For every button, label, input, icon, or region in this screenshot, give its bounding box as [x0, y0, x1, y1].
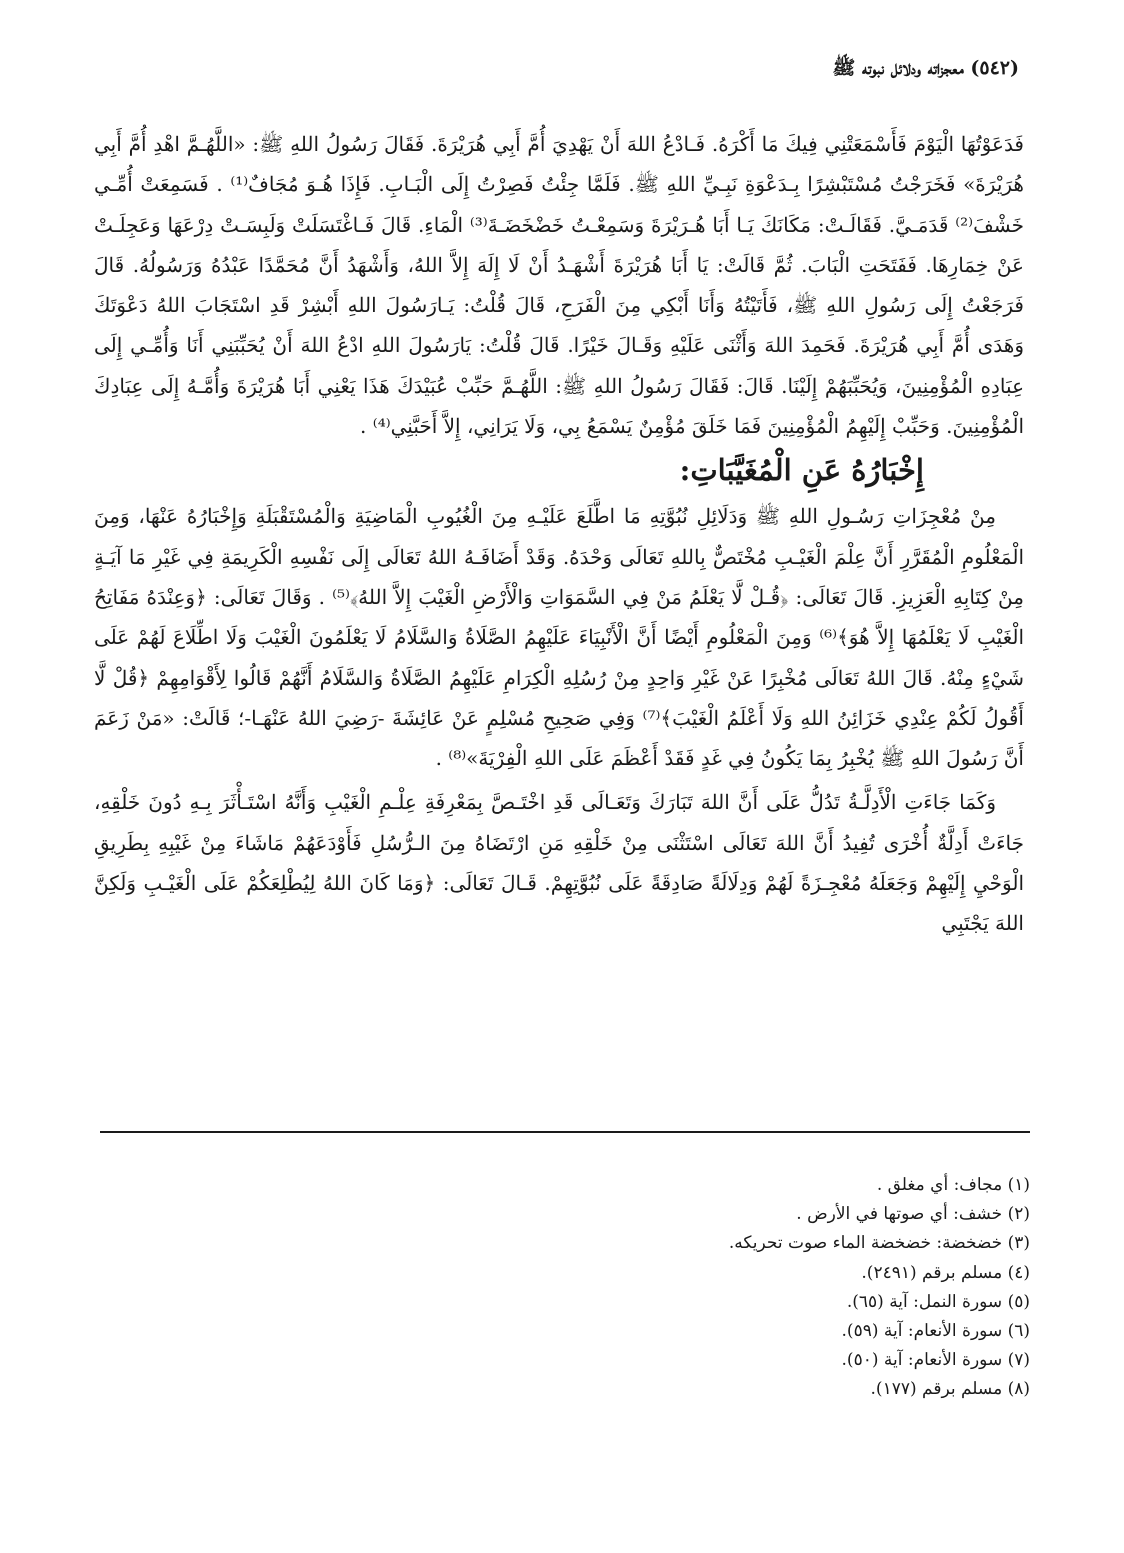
footnotes-list — [430, 1171, 1030, 1405]
footnote-item: (٨) مسلم برقم (١٧٧). — [870, 1379, 1030, 1400]
footnote-item: (٤) مسلم برقم (٢٤٩١). — [861, 1262, 1030, 1283]
running-header: (٥٤٢) معجزاته ودلائل نبوته ﷺ — [832, 57, 1019, 79]
footnote-item: (٥) سورة النمل: آية (٦٥). — [846, 1291, 1030, 1312]
main-text — [94, 124, 1024, 944]
footnote-item: (٦) سورة الأنعام: آية (٥٩). — [841, 1321, 1030, 1342]
footnote-item: (١) مجاف: أي مغلق . — [876, 1175, 1030, 1195]
body-paragraph: مِنْ مُعْجِزَاتِ رَسُـولِ اللهِ ﷺ وَدَلَائِلِ نُبُوَّتِهِ مَا اطَّلَعَ عَلَيْـهِ مِنَ الْغُيُوبِ الْمَاضِيَةِ وَالْمُسْتَقْبَلَةِ وَإِخْبَارُهُ عَنْهَا، وَمِنَ الْمَعْلُومِ الْمُقَرَّرِ أَنَّ عِلْمَ الْغَيْـبِ مُخْتَصٌّ بِاللهِ تَعَالَى وَحْدَهُ. وَقَدْ أَضَافَـهُ اللهُ تَعَالَى إِلَى نَفْسِهِ الْكَرِيمَةِ فِي غَيْرِ مَا آيَـةٍ مِنْ كِتَابِهِ الْعَزِيزِ. قَالَ تَعَالَى: ﴿قُـلْ لَّا يَعْلَمُ مَنْ فِي السَّمَوَاتِ وَالْأَرْضِ الْغَيْبَ إِلاَّ اللهُ﴾⁽⁵⁾ . وَقَالَ تَعَالَى: ﴿وَعِنْدَهُ مَفَاتِحُ الْغَيْبِ لَا يَعْلَمُهَا إِلاَّ هُوَ﴾⁽⁶⁾ وَمِنَ الْمَعْلُومِ أَيْضًا أَنَّ الْأَنْبِيَاءَ عَلَيْهِمُ الصَّلَاةُ وَالسَّلَامُ لَا يَعْلَمُونَ الْغَيْبَ وَلَا اطِّلَاعَ لَهُمْ عَلَى شَيْءٍ مِنْهُ. قَالَ اللهُ تَعَالَى مُخْبِرًا عَنْ غَيْرِ وَاحِدٍ مِنْ رُسُلِهِ الْكِرَامِ عَلَيْهِمُ الصَّلَاةُ وَالسَّلَامُ أَنَّهُمْ قَالُوا لِأَقْوَامِهِمْ ﴿قُلْ لَّا أَقُولُ لَكُمْ عِنْدِي خَزَائِنُ اللهِ وَلَا أَعْلَمُ الْغَيْبَ﴾⁽⁷⁾ وَفِي صَحِيحِ مُسْلِمٍ عَنْ عَائِشَةَ -رَضِيَ اللهُ عَنْهَـا-؛ قَالَتْ: «مَنْ زَعَمَ أَنَّ رَسُولَ اللهِ ﷺ يُخْبِرُ بِمَا يَكُونُ فِي غَدٍ فَقَدْ أَعْظَمَ عَلَى اللهِ الْفِرْيَةَ»⁽⁸⁾ . — [94, 504, 1024, 771]
footnote-item: (٣) خضخضة: خضخضة الماء صوت تحريكه. — [728, 1233, 1030, 1254]
footnote-item: (٢) خشف: أي صوتها في الأرض . — [796, 1204, 1030, 1225]
footnote-item: (٧) سورة الأنعام: آية (٥٠). — [841, 1350, 1030, 1371]
hadith-paragraph: فَدَعَوْتُهَا الْيَوْمَ فَأَسْمَعَتْنِي فِيكَ مَا أَكْرَهُ. فَـادْعُ اللهَ أَنْ يَهْدِيَ أُمَّ أَبِي هُرَيْرَةَ. فَقَالَ رَسُولُ اللهِ ﷺ: «اللَّهُـمَّ اهْدِ أُمَّ أَبِي هُرَيْرَةَ» فَخَرَجْتُ مُسْتَبْشِرًا بِـدَعْوَةِ نَبِـيِّ اللهِ ﷺ. فَلَمَّا جِئْتُ فَصِرْتُ إِلَى الْبَـابِ. فَإِذَا هُـوَ مُجَافٌ⁽¹⁾ . فَسَمِعَتْ أُمِّـي خَشْفَ⁽²⁾ قَدَمَـيَّ. فَقَالَـتْ: مَكَانَكَ يَـا أَبَا هُـرَيْرَةَ وَسَمِعْـتُ خَضْخَضَـةَ⁽³⁾ الْمَاءِ. قَالَ فَـاغْتَسَلَتْ وَلَبِسَـتْ دِرْعَهَا وَعَجِلَـتْ عَنْ خِمَارِهَا. فَفَتَحَتِ الْبَابَ. ثُمَّ قَالَتْ: يَا أَبَا هُرَيْرَةَ أَشْهَـدُ أَنْ لَا إِلَهَ إِلاَّ اللهُ، وَأَشْهَدُ أَنَّ مُحَمَّدًا عَبْدُهُ وَرَسُولُهُ. قَالَ فَرَجَعْتُ إِلَى رَسُولِ اللهِ ﷺ، فَأَتَيْتُهُ وَأَنَا أَبْكِي مِنَ الْفَرَحِ، قَالَ قُلْتُ: يَـارَسُولَ اللهِ أَبْشِرْ قَدِ اسْتَجَابَ اللهُ دَعْوَتَكَ وَهَدَى أُمَّ أَبِي هُرَيْرَةَ. فَحَمِدَ اللهَ وَأَثْنَى عَلَيْهِ وَقَـالَ خَيْرًا. قَالَ قُلْتُ: يَارَسُولَ اللهِ ادْعُ اللهَ أَنْ يُحَبِّبَنِي أَنَا وَأُمِّـي إِلَى عِبَادِهِ الْمُؤْمِنِينَ، وَيُحَبِّبَهُمْ إِلَيْنَا. قَالَ: فَقَالَ رَسُولُ اللهِ ﷺ: اللَّهُـمَّ حَبِّبْ عُبَيْدَكَ هَذَا يَعْنِي أَبَا هُرَيْرَةَ وَأُمَّـهُ إِلَى عِبَادِكَ الْمُؤْمِنِينَ. وَحَبِّبْ إِلَيْهِمُ الْمُؤْمِنِينَ فَمَا خَلَقَ مُؤْمِنٌ يَسْمَعُ بِي، وَلَا يَرَانِي، إِلاَّ أَحَبَّنِي⁽⁴⁾ . — [94, 132, 1024, 439]
body-paragraph: وَكَمَا جَاءَتِ الْأَدِلَّـةُ تَدُلُّ عَلَى أَنَّ اللهَ تَبَارَكَ وَتَعَـالَى قَدِ اخْتَـصَّ بِمَعْرِفَةِ عِلْـمِ الْغَيْبِ وَأَنَّهُ اسْتَـأْثَرَ بِـهِ دُونَ خَلْقِهِ، جَاءَتْ أَدِلَّةٌ أُخْرَى تُفِيدُ أَنَّ اللهَ تَعَالَى اسْتَثْنَى مِنْ خَلْقِهِ مَنِ ارْتَضَاهُ مِنَ الـرُّسُلِ فَأَوْدَعَهُمْ مَاشَاءَ مِنْ غَيْبِهِ بِطَرِيقِ الْوَحْيِ إِلَيْهِمْ وَجَعَلَهُ مُعْجِـزَةً لَهُمْ وَدِلَالَةً صَادِقَةً عَلَى نُبُوَّتِهِمْ. قَـالَ تَعَالَى: ﴿وَمَا كَانَ اللهُ لِيُطْلِعَكُمْ عَلَى الْغَيْـبِ وَلَكِنَّ اللهَ يَجْتَبِي — [94, 790, 1024, 936]
footnote-separator — [100, 1131, 1030, 1133]
section-heading: إِخْبَارُهُ عَنِ الْمُغَيَّبَاتِ: — [679, 453, 924, 488]
